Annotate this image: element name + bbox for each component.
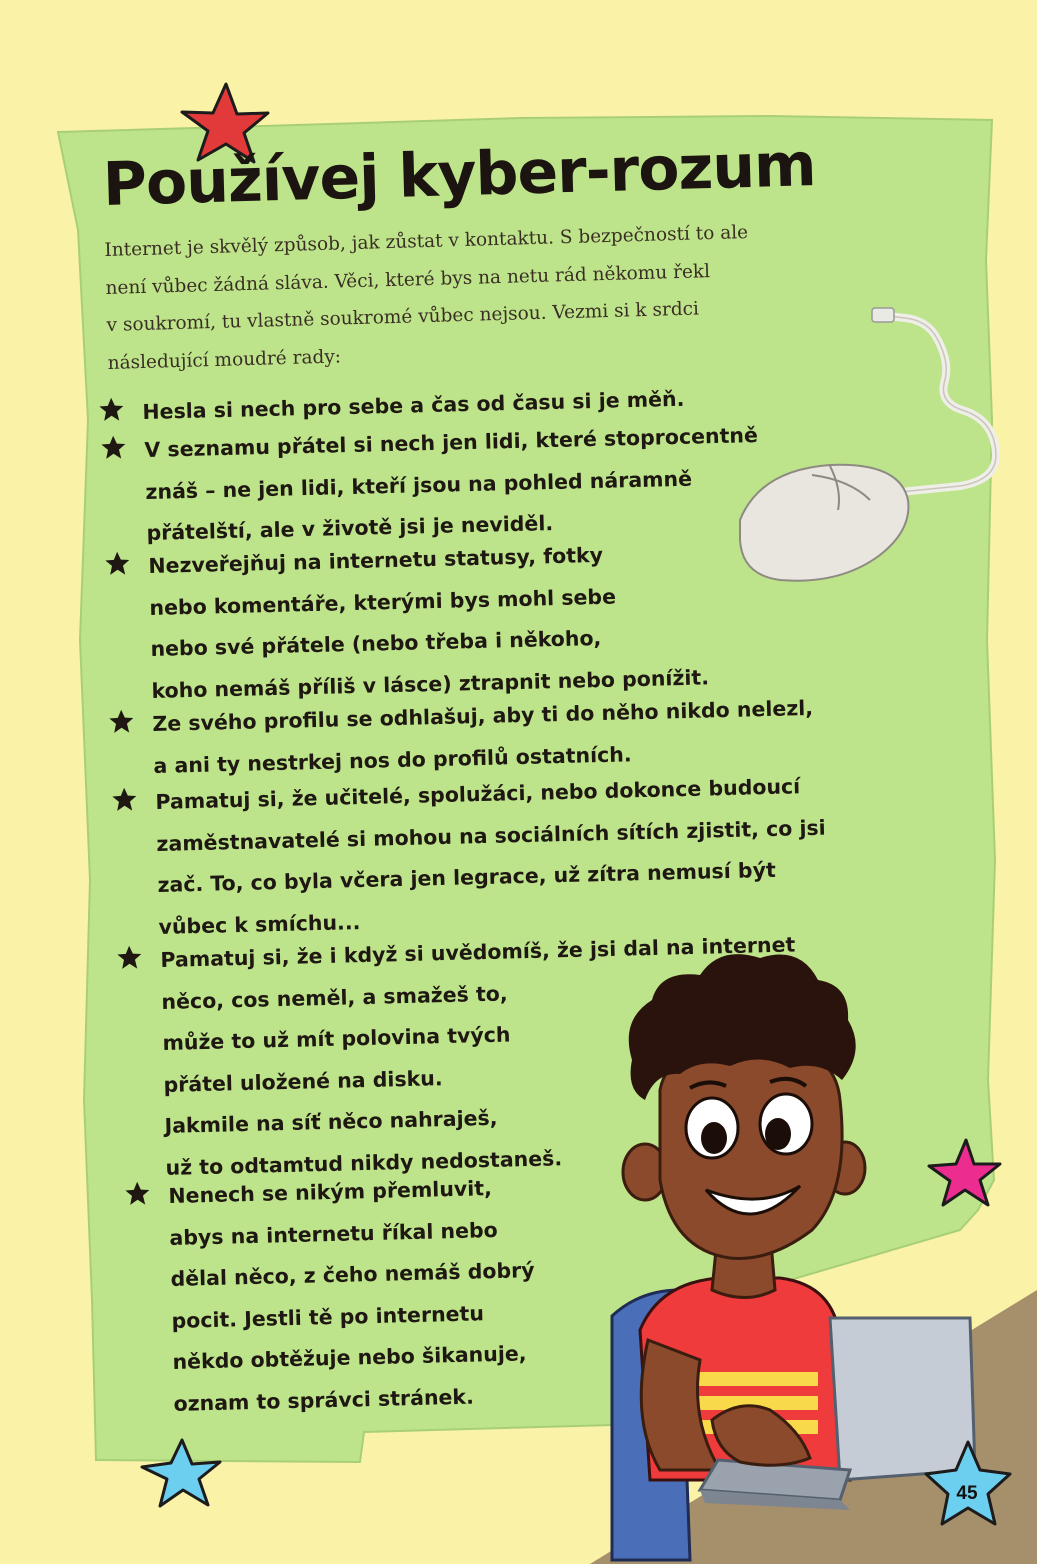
tip-line: pocit. Jestli tě po internetu — [171, 1300, 485, 1333]
tip-line: Nenech se nikým přemluvit, — [168, 1176, 493, 1208]
tip-line: Ze svého profilu se odhlašuj, aby ti do něho nikdo nelezl, — [152, 695, 814, 736]
tip-line: Pamatuj si, že učitelé, spolužáci, nebo dokonce budoucí — [155, 774, 801, 814]
tip-line: znáš – ne jen lidi, kteří jsou na pohled náramně — [145, 466, 693, 504]
tip-line: něco, cos neměl, a smažeš to, — [161, 981, 508, 1014]
tip-line: vůbec k smíchu... — [158, 909, 361, 939]
intro-line: následující moudré rady: — [107, 345, 342, 374]
tip-line: Nezveřejňuj na internetu statusy, fotky — [148, 542, 604, 578]
tip-line: zač. To, co byla včera jen legrace, už zítra nemusí být — [157, 857, 777, 897]
tip-line: dělal něco, z čeho nemáš dobrý — [170, 1258, 535, 1291]
tip-line: už to odtamtud nikdy nedostaneš. — [165, 1145, 563, 1180]
bullet-star-icon — [104, 550, 131, 577]
tip-line: přátelští, ale v životě jsi je neviděl. — [146, 511, 554, 545]
tip-line: a ani ty nestrkej nos do profilů ostatních. — [153, 741, 632, 778]
tip-line: přátel uložené na disku. — [163, 1065, 443, 1097]
tip-item-3 — [148, 532, 709, 712]
bullet-star-icon — [116, 944, 143, 971]
tip-line: nebo komentáře, kterými bys mohl sebe — [149, 584, 617, 620]
tip-line: někdo obtěžuje nebo šikanuje, — [172, 1341, 527, 1374]
intro-line: Internet je skvělý způsob, jak zůstat v kontaktu. S bezpečností to ale — [104, 222, 749, 261]
tip-line: Jakmile na síť něco nahraješ, — [164, 1105, 498, 1138]
intro-paragraph — [104, 211, 868, 382]
page-title: Používej kyber-rozum — [102, 130, 817, 220]
bullet-star-icon — [124, 1180, 151, 1207]
bullet-star-icon — [100, 434, 127, 461]
bullet-star-icon — [111, 786, 138, 813]
tip-line: Pamatuj si, že i když si uvědomíš, že jsi dal na internet — [160, 932, 796, 972]
bullet-star-icon — [98, 396, 125, 423]
intro-line: není vůbec žádná sláva. Věci, které bys na netu rád někomu řekl — [105, 260, 711, 299]
tip-line: abys na internetu říkal nebo — [169, 1217, 498, 1250]
tip-line: nebo své přátele (nebo třeba i někoho, — [150, 625, 602, 661]
tip-line: Hesla si nech pro sebe a čas od času si je měň. — [142, 386, 685, 424]
tip-line: V seznamu přátel si nech jen lidi, které stoprocentně — [144, 423, 759, 462]
bullet-star-icon — [108, 708, 135, 735]
tip-line: zaměstnavatelé si mohou na sociálních sítích zjistit, co jsi — [156, 815, 826, 856]
tip-line: oznam to správci stránek. — [173, 1384, 475, 1416]
tip-item-5 — [155, 766, 828, 948]
page-number: 45 — [956, 1483, 978, 1504]
tip-line: koho nemáš příliš v lásce) ztrapnit nebo ponížit. — [151, 664, 710, 703]
tip-item-7 — [168, 1167, 538, 1425]
intro-line: v soukromí, tu vlastně soukromé vůbec nejsou. Vezmi si k srdci — [106, 298, 700, 336]
tip-item-6 — [160, 924, 801, 1188]
tip-line: může to už mít polovina tvých — [162, 1022, 511, 1055]
